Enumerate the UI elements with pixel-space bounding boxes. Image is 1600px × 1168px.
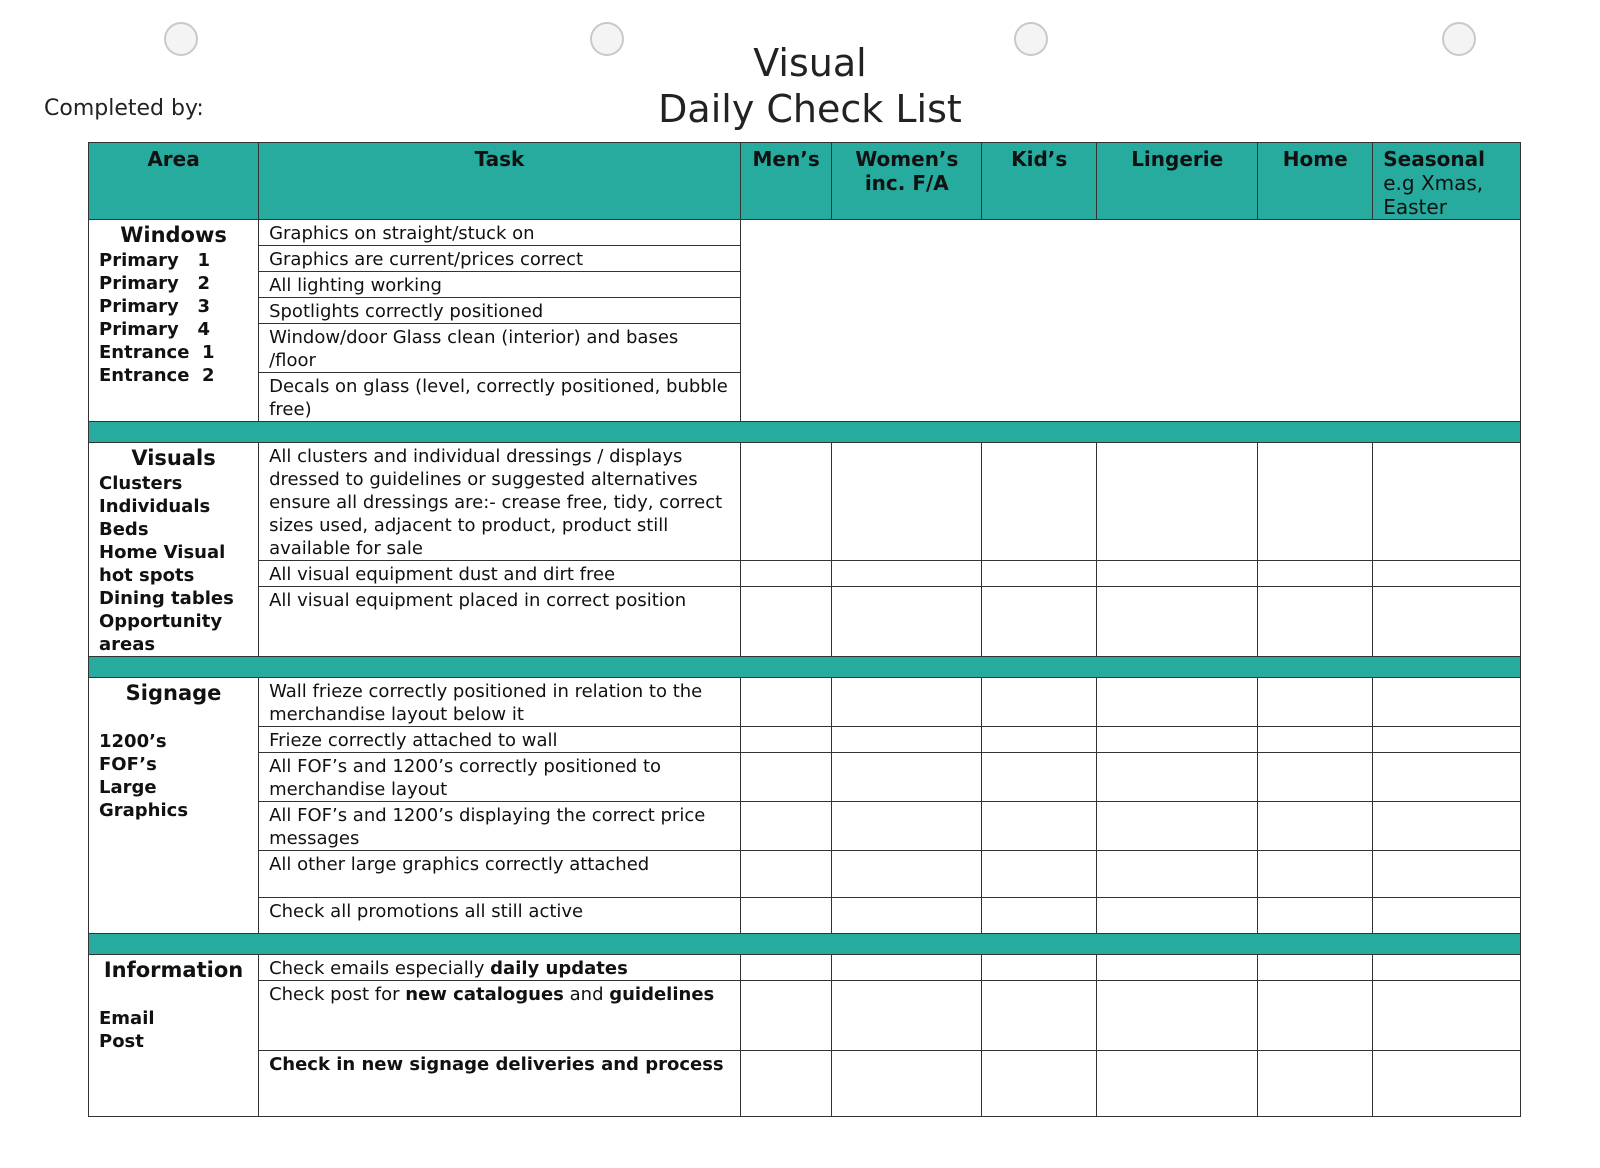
table-row [89, 898, 1521, 934]
check-cell[interactable] [1373, 587, 1521, 657]
check-cell[interactable] [1097, 1051, 1258, 1117]
section-separator [89, 657, 1521, 678]
area-item: Home Visual [99, 542, 226, 563]
section-separator [89, 422, 1521, 443]
header-row [89, 143, 1521, 220]
task-cell [259, 981, 741, 1051]
area-signage [89, 678, 259, 934]
check-cell[interactable] [1373, 851, 1521, 898]
table-row [89, 678, 1521, 727]
check-cell[interactable] [1373, 1051, 1521, 1117]
task-cell: All visual equipment placed in correct position [259, 587, 741, 657]
check-cell[interactable] [982, 981, 1097, 1051]
section-separator [89, 934, 1521, 955]
check-cell[interactable] [740, 727, 832, 753]
task-cell: All other large graphics correctly attached [259, 851, 741, 898]
task-cell: Frieze correctly attached to wall [259, 727, 741, 753]
check-cell[interactable] [832, 851, 982, 898]
completed-by-label: Completed by: [44, 96, 204, 121]
check-cell[interactable] [740, 1051, 832, 1117]
task-cell: All lighting working [259, 272, 741, 298]
check-cell[interactable] [1373, 753, 1521, 802]
check-cell[interactable] [1258, 955, 1373, 981]
area-item: Opportunity [99, 611, 223, 632]
task-cell: All FOF’s and 1200’s displaying the correct price messages [259, 802, 741, 851]
task-cell: Spotlights correctly positioned [259, 298, 741, 324]
area-heading: Signage [125, 681, 222, 705]
check-cell[interactable] [832, 981, 982, 1051]
area-item: Entrance 2 [99, 365, 215, 386]
table-row [89, 1051, 1521, 1117]
col-area: Area [89, 143, 259, 220]
area-item: Primary 2 [99, 273, 211, 294]
col-seasonal-label: Seasonal [1383, 147, 1485, 171]
check-cell[interactable] [832, 1051, 982, 1117]
check-cell[interactable] [982, 727, 1097, 753]
punch-hole [1442, 22, 1476, 56]
check-cell[interactable] [1258, 898, 1373, 934]
check-cell[interactable] [1258, 851, 1373, 898]
check-cell[interactable] [1097, 955, 1258, 981]
task-cell: Wall frieze correctly positioned in relation to the merchandise layout below it [259, 678, 741, 727]
area-item: Clusters [99, 473, 183, 494]
col-kids: Kid’s [982, 143, 1097, 220]
task-cell: All visual equipment dust and dirt free [259, 561, 741, 587]
area-item: Entrance 1 [99, 342, 215, 363]
check-cell[interactable] [1258, 443, 1373, 561]
check-cell[interactable] [982, 802, 1097, 851]
check-cell[interactable] [832, 587, 982, 657]
check-cell[interactable] [832, 561, 982, 587]
checklist-table [88, 142, 1521, 1117]
check-cell[interactable] [740, 443, 832, 561]
check-cell[interactable] [1258, 727, 1373, 753]
table-row [89, 220, 1521, 246]
task-text-bold: daily updates [490, 958, 628, 979]
area-heading: Information [103, 958, 244, 982]
check-cell[interactable] [982, 753, 1097, 802]
windows-blank-area[interactable] [740, 220, 1520, 422]
check-cell[interactable] [982, 1051, 1097, 1117]
check-cell[interactable] [982, 898, 1097, 934]
check-cell[interactable] [1097, 727, 1258, 753]
area-item: Email [99, 1008, 155, 1029]
check-cell[interactable] [1258, 587, 1373, 657]
task-cell: Decals on glass (level, correctly positioned, bubble free) [259, 373, 741, 422]
col-womens: Women’s inc. F/A [832, 143, 982, 220]
table-row [89, 443, 1521, 561]
check-cell[interactable] [740, 561, 832, 587]
task-text: Check post for [269, 984, 406, 1005]
check-cell[interactable] [1258, 981, 1373, 1051]
area-item: Primary 1 [99, 250, 211, 271]
check-cell[interactable] [1258, 678, 1373, 727]
check-cell[interactable] [740, 587, 832, 657]
check-cell[interactable] [1373, 727, 1521, 753]
area-information [89, 955, 259, 1117]
check-cell[interactable] [1373, 802, 1521, 851]
check-cell[interactable] [1373, 443, 1521, 561]
table-row [89, 727, 1521, 753]
check-cell[interactable] [982, 851, 1097, 898]
check-cell[interactable] [832, 443, 982, 561]
area-item: Primary 3 [99, 296, 211, 317]
check-cell[interactable] [1258, 561, 1373, 587]
task-text-bold: new catalogues [405, 984, 564, 1005]
area-item: Dining tables [99, 588, 234, 609]
check-cell[interactable] [1373, 898, 1521, 934]
col-lingerie: Lingerie [1097, 143, 1258, 220]
table-row [89, 981, 1521, 1051]
table-row [89, 955, 1521, 981]
task-cell [259, 1051, 741, 1117]
task-cell: Check all promotions all still active [259, 898, 741, 934]
check-cell[interactable] [832, 802, 982, 851]
area-item: 1200’s [99, 731, 167, 752]
title-line-1: Visual [753, 41, 867, 85]
table-row [89, 851, 1521, 898]
table-row [89, 802, 1521, 851]
task-text-bold: guidelines [609, 984, 715, 1005]
check-cell[interactable] [740, 955, 832, 981]
check-cell[interactable] [740, 678, 832, 727]
check-cell[interactable] [982, 955, 1097, 981]
title-line-2: Daily Check List [658, 87, 962, 131]
check-cell[interactable] [1373, 678, 1521, 727]
check-cell[interactable] [740, 981, 832, 1051]
area-item: areas [99, 634, 156, 655]
check-cell[interactable] [1097, 561, 1258, 587]
check-cell[interactable] [740, 851, 832, 898]
col-seasonal [1373, 143, 1521, 220]
task-cell: Graphics on straight/stuck on [259, 220, 741, 246]
check-cell[interactable] [740, 898, 832, 934]
area-item: Post [99, 1031, 144, 1052]
check-cell[interactable] [832, 898, 982, 934]
task-text: Check emails especially [269, 958, 491, 979]
check-cell[interactable] [1373, 955, 1521, 981]
check-cell[interactable] [1097, 587, 1258, 657]
task-cell: Window/door Glass clean (interior) and bases /floor [259, 324, 741, 373]
check-cell[interactable] [982, 587, 1097, 657]
punch-hole [590, 22, 624, 56]
check-cell[interactable] [1097, 802, 1258, 851]
task-cell: Graphics are current/prices correct [259, 246, 741, 272]
check-cell[interactable] [982, 443, 1097, 561]
table-row [89, 561, 1521, 587]
area-item: Primary 4 [99, 319, 211, 340]
task-text: and [563, 984, 610, 1005]
col-seasonal-sub: e.g Xmas, Easter [1383, 171, 1484, 219]
area-heading: Visuals [131, 446, 216, 470]
check-cell[interactable] [1097, 443, 1258, 561]
col-mens: Men’s [740, 143, 832, 220]
area-heading: Windows [120, 223, 227, 247]
area-item: hot spots [99, 565, 195, 586]
check-cell[interactable] [1258, 1051, 1373, 1117]
check-cell[interactable] [832, 955, 982, 981]
check-cell[interactable] [1097, 753, 1258, 802]
check-cell[interactable] [740, 753, 832, 802]
col-home: Home [1258, 143, 1373, 220]
check-cell[interactable] [982, 678, 1097, 727]
check-cell[interactable] [1097, 898, 1258, 934]
punch-hole [1014, 22, 1048, 56]
check-cell[interactable] [1373, 561, 1521, 587]
check-cell[interactable] [1258, 753, 1373, 802]
area-item: Beds [99, 519, 149, 540]
check-cell[interactable] [1097, 851, 1258, 898]
table-row [89, 587, 1521, 657]
check-cell[interactable] [832, 727, 982, 753]
table-row [89, 753, 1521, 802]
check-cell[interactable] [832, 753, 982, 802]
task-text-bold: Check in new signage deliveries and process [269, 1054, 724, 1075]
punch-hole [164, 22, 198, 56]
task-cell: All FOF’s and 1200’s correctly positioned to merchandise layout [259, 753, 741, 802]
area-item: Individuals [99, 496, 211, 517]
area-item: FOF’s [99, 754, 157, 775]
check-cell[interactable] [1097, 981, 1258, 1051]
area-item: Large [99, 777, 157, 798]
check-cell[interactable] [832, 678, 982, 727]
area-visuals [89, 443, 259, 657]
check-cell[interactable] [1097, 678, 1258, 727]
check-cell[interactable] [982, 561, 1097, 587]
task-cell [259, 955, 741, 981]
area-windows [89, 220, 259, 422]
check-cell[interactable] [740, 802, 832, 851]
check-cell[interactable] [1258, 802, 1373, 851]
check-cell[interactable] [1373, 981, 1521, 1051]
col-task: Task [259, 143, 741, 220]
task-cell: All clusters and individual dressings / displays dressed to guidelines or suggested alternatives ensure all dressings are:- crease free, tidy, correct sizes used, adjacent to product, product still available for sale [259, 443, 741, 561]
area-item: Graphics [99, 800, 189, 821]
